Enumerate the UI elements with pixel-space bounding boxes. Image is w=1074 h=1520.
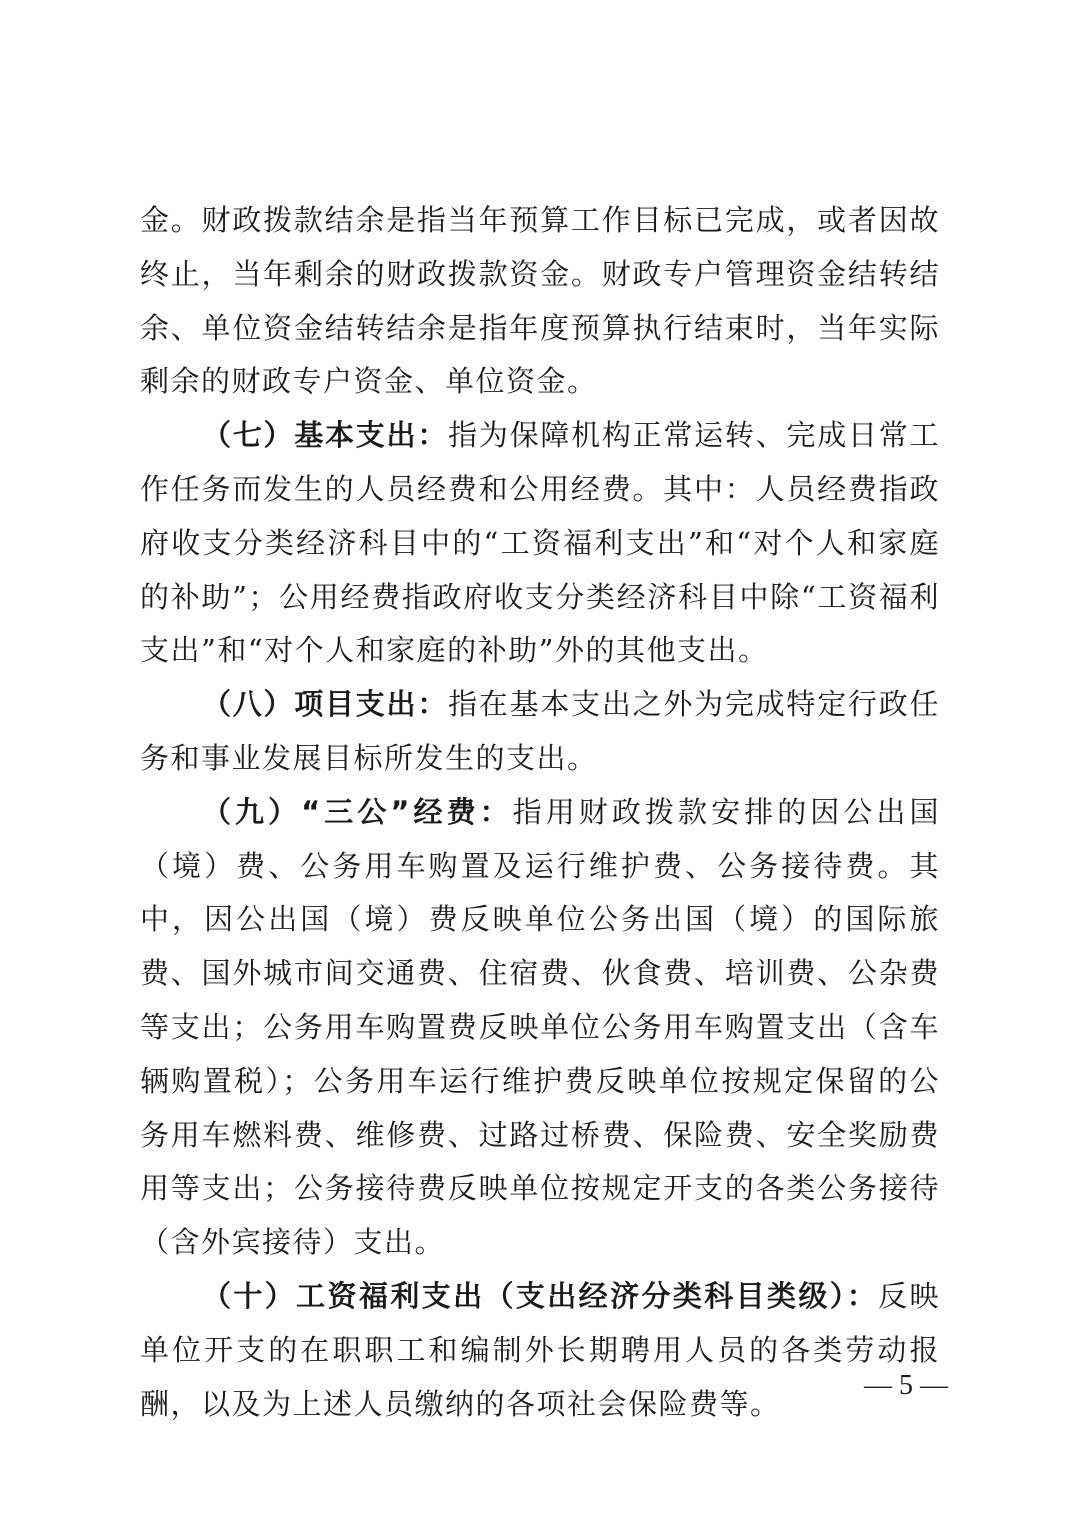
paragraph-three-public-expenses bbox=[140, 786, 940, 1270]
term-heading: （八）项目支出： bbox=[202, 687, 449, 722]
paragraph-basic-expenditure bbox=[140, 409, 940, 678]
page-number: — 5 — bbox=[864, 1370, 948, 1401]
paragraph-project-expenditure bbox=[140, 678, 940, 786]
paragraph-text: 指用财政拨款安排的因公出国（境）费、公务用车购置及运行维护费、公务接待费。其中，因公出国（境）费反映单位公务出国（境）的国际旅费、国外城市间交通费、住宿费、伙食费、培训费、公杂费等支出；公务用车购置费反映单位公务用车购置支出（含车辆购置税）；公务用车运行维护费反映单位按规定保留的公务用车燃料费、维修费、过路过桥费、保险费、安全奖励费用等支出；公务接待费反映单位按规定开支的各类公务接待（含外宾接待）支出。 bbox=[140, 794, 940, 1260]
document-body bbox=[140, 194, 940, 1431]
paragraph-text: 指为保障机构正常运转、完成日常工作任务而发生的人员经费和公用经费。其中：人员经费指政府收支分类经济科目中的“工资福利支出”和“对个人和家庭的补助”；公用经费指政府收支分类经济科目中除“工资福利支出”和“对个人和家庭的补助”外的其他支出。 bbox=[140, 418, 940, 668]
paragraph-text: 反映单位开支的在职职工和编制外长期聘用人员的各类劳动报酬，以及为上述人员缴纳的各项社会保险费等。 bbox=[140, 1278, 940, 1421]
paragraph-continuation bbox=[140, 194, 940, 409]
term-heading: （九）“三公”经费： bbox=[202, 794, 513, 829]
paragraph-text: 指在基本支出之外为完成特定行政任务和事业发展目标所发生的支出。 bbox=[140, 687, 940, 775]
paragraph-text: 金。财政拨款结余是指当年预算工作目标已完成，或者因故终止，当年剩余的财政拨款资金。财政专户管理资金结转结余、单位资金结转结余是指年度预算执行结束时，当年实际剩余的财政专户资金、单位资金。 bbox=[140, 203, 940, 399]
term-heading: （十）工资福利支出（支出经济分类科目类级）： bbox=[202, 1278, 879, 1313]
paragraph-wage-welfare bbox=[140, 1270, 940, 1431]
term-heading: （七）基本支出： bbox=[202, 418, 449, 453]
